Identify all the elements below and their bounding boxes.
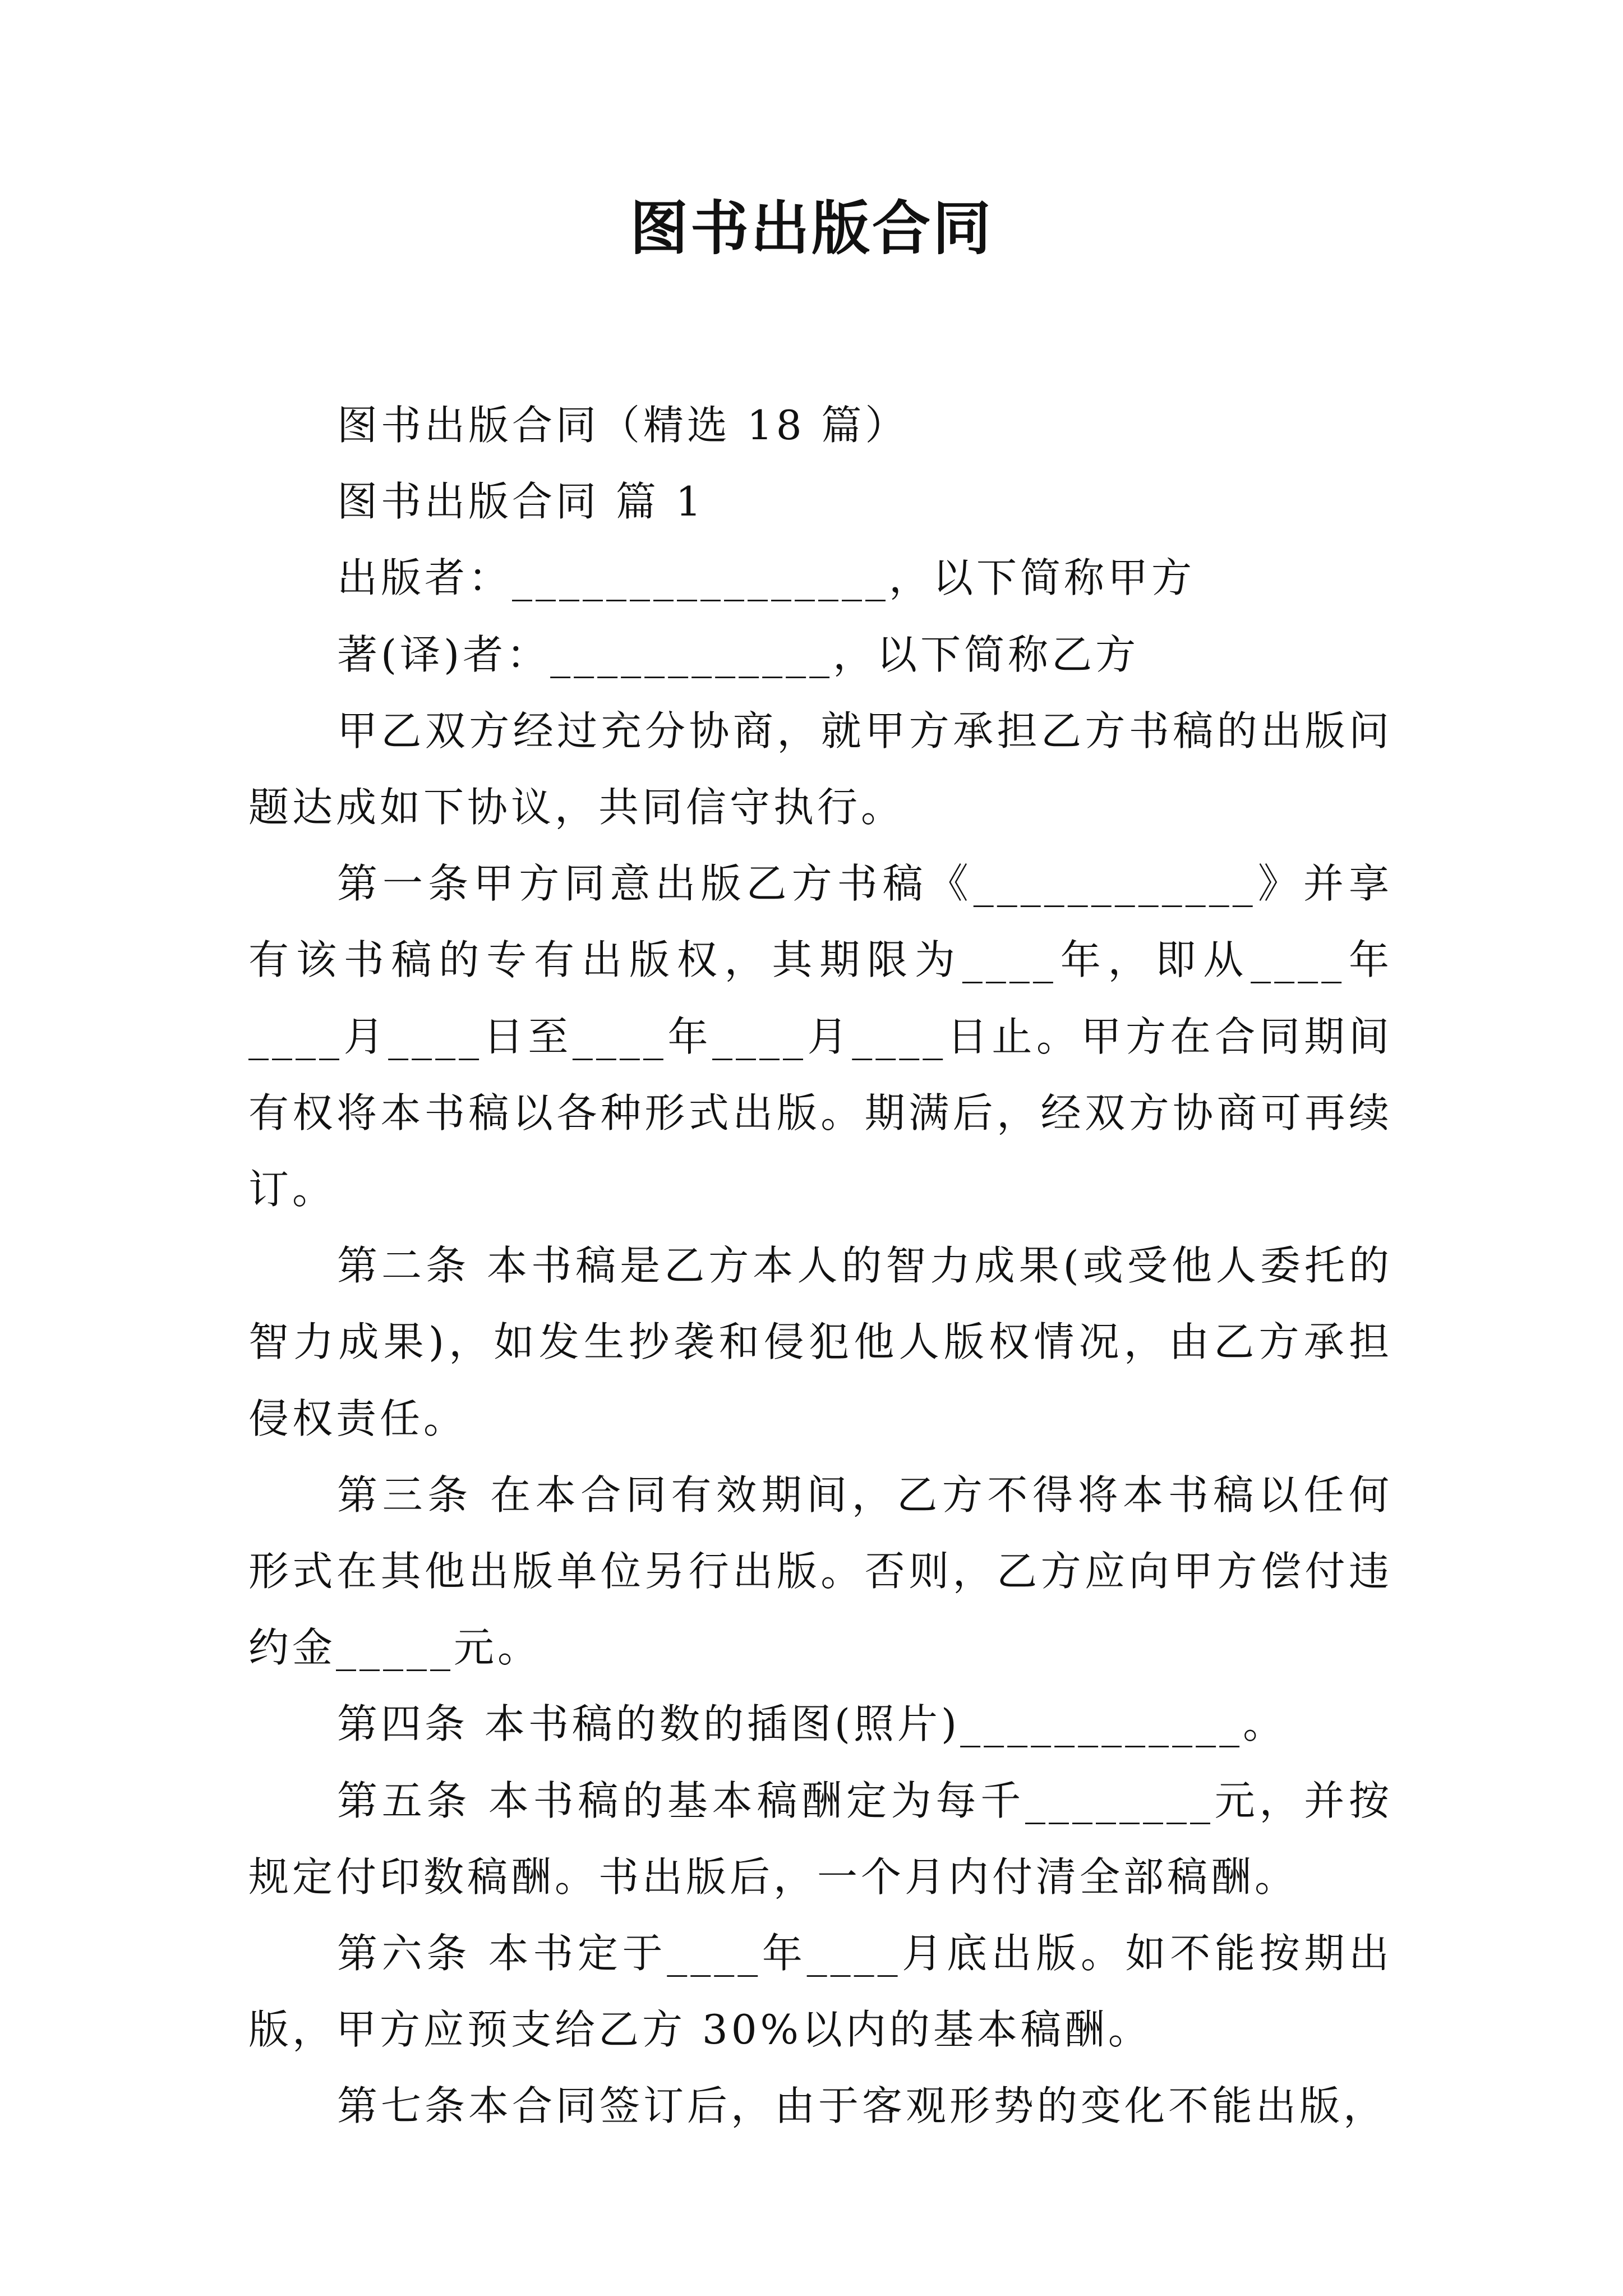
paragraph-article-5: 第五条 本书稿的基本稿酬定为每千________元，并按规定付印数稿酬。书出版后，一个月内付清全部稿酬。: [248, 1777, 1393, 1901]
paragraph-article-6: 第六条 本书定于____年____月底出版。如不能按期出版，甲方应预支给乙方 30%以内的基本稿酬。: [248, 1930, 1393, 2054]
paragraph-subtitle: 图书出版合同（精选 18 篇）: [337, 402, 909, 449]
document-body: [248, 387, 1393, 2145]
paragraph-preamble: 甲乙双方经过充分协商，就甲方承担乙方书稿的出版问题达成如下协议，共同信守执行。: [248, 707, 1393, 831]
paragraph-publisher: 出版者：________________，以下简称甲方: [337, 554, 1196, 602]
paragraph-article-7: 第七条本合同签订后，由于客观形势的变化不能出版，: [337, 2082, 1387, 2130]
paragraph-article-3: 第三条 在本合同有效期间，乙方不得将本书稿以任何形式在其他出版单位另行出版。否则，乙方应向甲方偿付违约金_____元。: [248, 1471, 1393, 1672]
paragraph-author: 著(译)者：____________，以下简称乙方: [337, 631, 1140, 678]
paragraph-article-2: 第二条 本书稿是乙方本人的智力成果(或受他人委托的智力成果)，如发生抄袭和侵犯他人版权情况，由乙方承担侵权责任。: [248, 1242, 1393, 1442]
paragraph-article-1: 第一条甲方同意出版乙方书稿《____________》并享有该书稿的专有出版权，其期限为____年，即从____年____月____日至____年____月____日止。甲方在合同期间有权将本书稿以各种形式出版。期满后，经双方协商可再续订。: [248, 860, 1393, 1213]
paragraph-article-4: 第四条 本书稿的数的插图(照片)____________。: [337, 1700, 1287, 1748]
paragraph-section-heading: 图书出版合同 篇 1: [337, 478, 705, 526]
document-title: 图书出版合同: [629, 194, 993, 263]
